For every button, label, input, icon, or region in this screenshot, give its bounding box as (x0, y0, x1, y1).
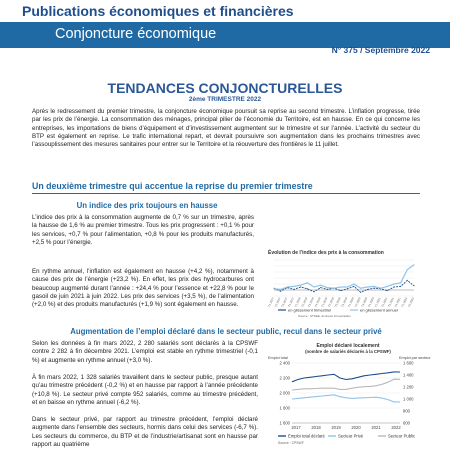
cpi-data-point (287, 287, 288, 288)
employment-left-tick: 2 000 (279, 390, 290, 396)
employment-legend-label: Emploi total déclaré (288, 433, 325, 439)
publication-title: Publications économiques et financières (22, 3, 294, 19)
cpi-data-point (320, 287, 321, 288)
cpi-tick-label: T1 2021 (373, 296, 382, 308)
cpi-data-point (354, 286, 355, 287)
cpi-data-point (327, 289, 328, 290)
employment-chart-title: Emploi déclaré localement (316, 343, 380, 349)
section2-paragraph-1: Selon les données à fin mars 2022, 2 280 salariés sont déclarés à la CPSWF contre 2 282 à fin décembre 2021. L’emploi est stable en rythme trimestriel (-0,1 %) et augmente en rythme annuel (+3,0 %). (32, 340, 258, 364)
employment-series-line-2 (292, 379, 400, 390)
cpi-data-point (300, 287, 301, 288)
cpi-data-point (374, 288, 375, 289)
cpi-tick-label: T2 2019 (326, 296, 335, 308)
cpi-data-point (334, 288, 335, 289)
cpi-data-point (414, 285, 415, 286)
issue-number: N° 375 / Septembre 2022 (331, 45, 430, 55)
employment-left-tick: 2 200 (279, 375, 290, 381)
cpi-data-point (294, 289, 295, 290)
cpi-data-point (394, 287, 395, 288)
cpi-tick-label: T1 2018 (293, 296, 302, 308)
cpi-data-point (360, 292, 361, 293)
cpi-tick-label: T2 2020 (353, 296, 362, 308)
section2-paragraph-3: Dans le secteur privé, par rapport au trimestre précédent, l’emploi déclaré augmente dans l’ensemble des secteurs, hormis dans celui des services (-6,7 %). Les secteurs du commerce, du BTP et de l’industrie/artisanat sont en hausse par rapport au quatrième (32, 416, 258, 448)
cpi-data-point (300, 285, 301, 286)
cpi-data-point (314, 291, 315, 292)
employment-x-tick: 2022 (391, 425, 401, 430)
employment-chart-svg (268, 341, 431, 446)
cpi-legend-label: en glissement annuel (360, 307, 398, 313)
cpi-data-point (367, 287, 368, 288)
employment-right-tick: 1 200 (403, 384, 414, 390)
cpi-tick-label: T4 2017 (286, 296, 295, 308)
cpi-data-point (274, 288, 275, 289)
document-subtitle: 2ème TRIMESTRE 2022 (188, 96, 262, 103)
cpi-tick-label: T1 2019 (320, 296, 329, 308)
employment-chart-subtitle: (nombre de salariés déclarés à la CPSWF) (305, 349, 391, 354)
cpi-tick-label: T3 2021 (386, 296, 395, 308)
employment-x-tick: 2019 (331, 425, 341, 430)
cpi-data-point (360, 288, 361, 289)
cpi-data-point (307, 282, 308, 283)
cpi-tick-label: T2 2021 (380, 296, 389, 308)
section1-subheading: Un indice des prix toujours en hausse (76, 201, 218, 210)
cpi-data-point (307, 288, 308, 289)
cpi-tick-label: T2 2022 (406, 296, 415, 308)
employment-right-axis-label: Emploi par secteur (399, 356, 431, 360)
cpi-data-point (374, 286, 375, 287)
cpi-data-point (294, 286, 295, 287)
publication-subtitle: Conjoncture économique (55, 26, 217, 42)
cpi-data-point (407, 280, 408, 281)
cpi-data-point (354, 284, 355, 285)
cpi-tick-label: T1 2022 (400, 296, 409, 308)
cpi-tick-label: T4 2020 (366, 296, 375, 308)
section1-rule (32, 193, 420, 194)
cpi-data-point (314, 287, 315, 288)
document-title: TENDANCES CONJONCTURELLES (107, 80, 343, 96)
section1-heading: Un deuxième trimestre qui accentue la reprise du premier trimestre (32, 181, 313, 191)
employment-x-tick: 2018 (311, 425, 321, 430)
cpi-data-point (394, 284, 395, 285)
cpi-tick-label: T4 2019 (340, 296, 349, 308)
cpi-data-point (280, 289, 281, 290)
cpi-data-point (347, 287, 348, 288)
intro-paragraph: Après le redressement du premier trimestre, la conjoncture économique poursuit sa reprise au second trimestre. L’inflation progresse, tirée par les prix de l’énergie. La consommation des ménages, principal pilier de l’économie du Territoire, est en hausse. En ce qui concerne les entreprises, les importations de biens d’équipement et d’investissement augmentent sur le trimestre et sur l’année. L’activité du secteur du BTP est également en reprise. Le trafic international repart, et devrait poursuivre son augmentation dans les prochains trimestres avec l’assouplissement des mesures sanitaires pour entrer sur le Territoire et la réouverture des frontières le 11 juillet. (32, 108, 420, 149)
cpi-data-point (407, 269, 408, 270)
cpi-data-point (340, 287, 341, 288)
cpi-tick-label: T3 2019 (333, 296, 342, 308)
employment-legend-label: Secteur Privé (338, 433, 364, 439)
cpi-data-point (387, 286, 388, 287)
cpi-tick-label: T2 2018 (300, 296, 309, 308)
cpi-tick-label: T4 2021 (393, 296, 402, 308)
cpi-data-point (414, 264, 415, 265)
employment-x-tick: 2021 (371, 425, 381, 430)
cpi-source: Source : STSEE, données trimestrielles (298, 314, 351, 318)
cpi-data-point (387, 290, 388, 291)
employment-right-tick: 600 (403, 420, 410, 426)
cpi-data-point (380, 288, 381, 289)
cpi-data-point (327, 287, 328, 288)
employment-left-tick: 1 800 (279, 405, 290, 411)
employment-x-tick: 2020 (351, 425, 361, 430)
employment-left-tick: 2 400 (279, 360, 290, 366)
employment-source: Source : CPSWF (278, 441, 304, 445)
section2-heading: Augmentation de l’emploi déclaré dans le secteur public, recul dans le secteur privé (70, 327, 382, 336)
employment-series-line-0 (292, 372, 400, 382)
cpi-chart-title: Évolution de l’indice des prix à la consommation (268, 250, 384, 256)
employment-x-tick: 2017 (291, 425, 301, 430)
employment-chart (268, 341, 431, 446)
employment-series-line-1 (292, 395, 400, 402)
employment-legend-label: Secteur Public (388, 433, 415, 439)
cpi-data-point (347, 288, 348, 289)
cpi-series-line-1 (274, 265, 414, 290)
cpi-tick-label: T3 2017 (280, 296, 289, 308)
cpi-data-point (340, 290, 341, 291)
cpi-data-point (400, 282, 401, 283)
cpi-tick-label: T3 2018 (306, 296, 315, 308)
section2-paragraph-2: À fin mars 2022, 1 328 salariés travaillent dans le secteur public, presque autant qu’au trimestre précédent (-0,2 %) et en hausse par rapport à l’année précédente (+10,8 %). Le secteur privé compte 952 salariés, comme au trimestre précédent, et en baisse en rythme annuel (-6,2 %). (32, 374, 258, 406)
section1-paragraph-2: En rythme annuel, l’inflation est également en hausse (+4,2 %), notamment à cause des prix de l’énergie (+23,2 %). En effet, les prix des hydrocarbures ont beaucoup augmenté durant l’année : +24,4 % pour l’essence et +22,8 % pour le gasoil de juin 2021 à juin 2022. Les prix des services (+3,5 %), de l’alimentation (+2,0 %) et des produits manufacturés (+1,9 %) sont également en hausse. (32, 268, 254, 309)
employment-right-tick: 800 (403, 408, 410, 414)
employment-right-tick: 1 400 (403, 372, 414, 378)
cpi-chart (268, 250, 424, 318)
employment-left-tick: 1 600 (279, 420, 290, 426)
cpi-data-point (320, 285, 321, 286)
cpi-tick-label: T1 2020 (346, 296, 355, 308)
cpi-data-point (280, 291, 281, 292)
employment-right-tick: 1 000 (403, 396, 414, 402)
employment-left-axis-label: Emploi total (268, 356, 288, 360)
cpi-chart-svg (268, 250, 424, 318)
section1-paragraph-1: L’indice des prix à la consommation augmente de 0,7 % sur un trimestre, après la hausse de 1,6 % au premier trimestre. Tous les prix progressent : +0,1 % pour les services, +0,7 % pour l’alimentation, +0,8 % pour les produits manufacturés, +2,5 % pour l’énergie. (32, 214, 254, 246)
cpi-tick-label: T2 2017 (273, 296, 282, 308)
cpi-legend-label: en glissement trimestriel (288, 307, 332, 313)
cpi-data-point (400, 286, 401, 287)
cpi-tick-label: T3 2020 (360, 296, 369, 308)
cpi-tick-label: T4 2018 (313, 296, 322, 308)
cpi-data-point (367, 289, 368, 290)
employment-right-tick: 1 600 (403, 360, 414, 366)
page-header (0, 0, 450, 60)
cpi-tick-label: T1 2017 (266, 296, 275, 308)
